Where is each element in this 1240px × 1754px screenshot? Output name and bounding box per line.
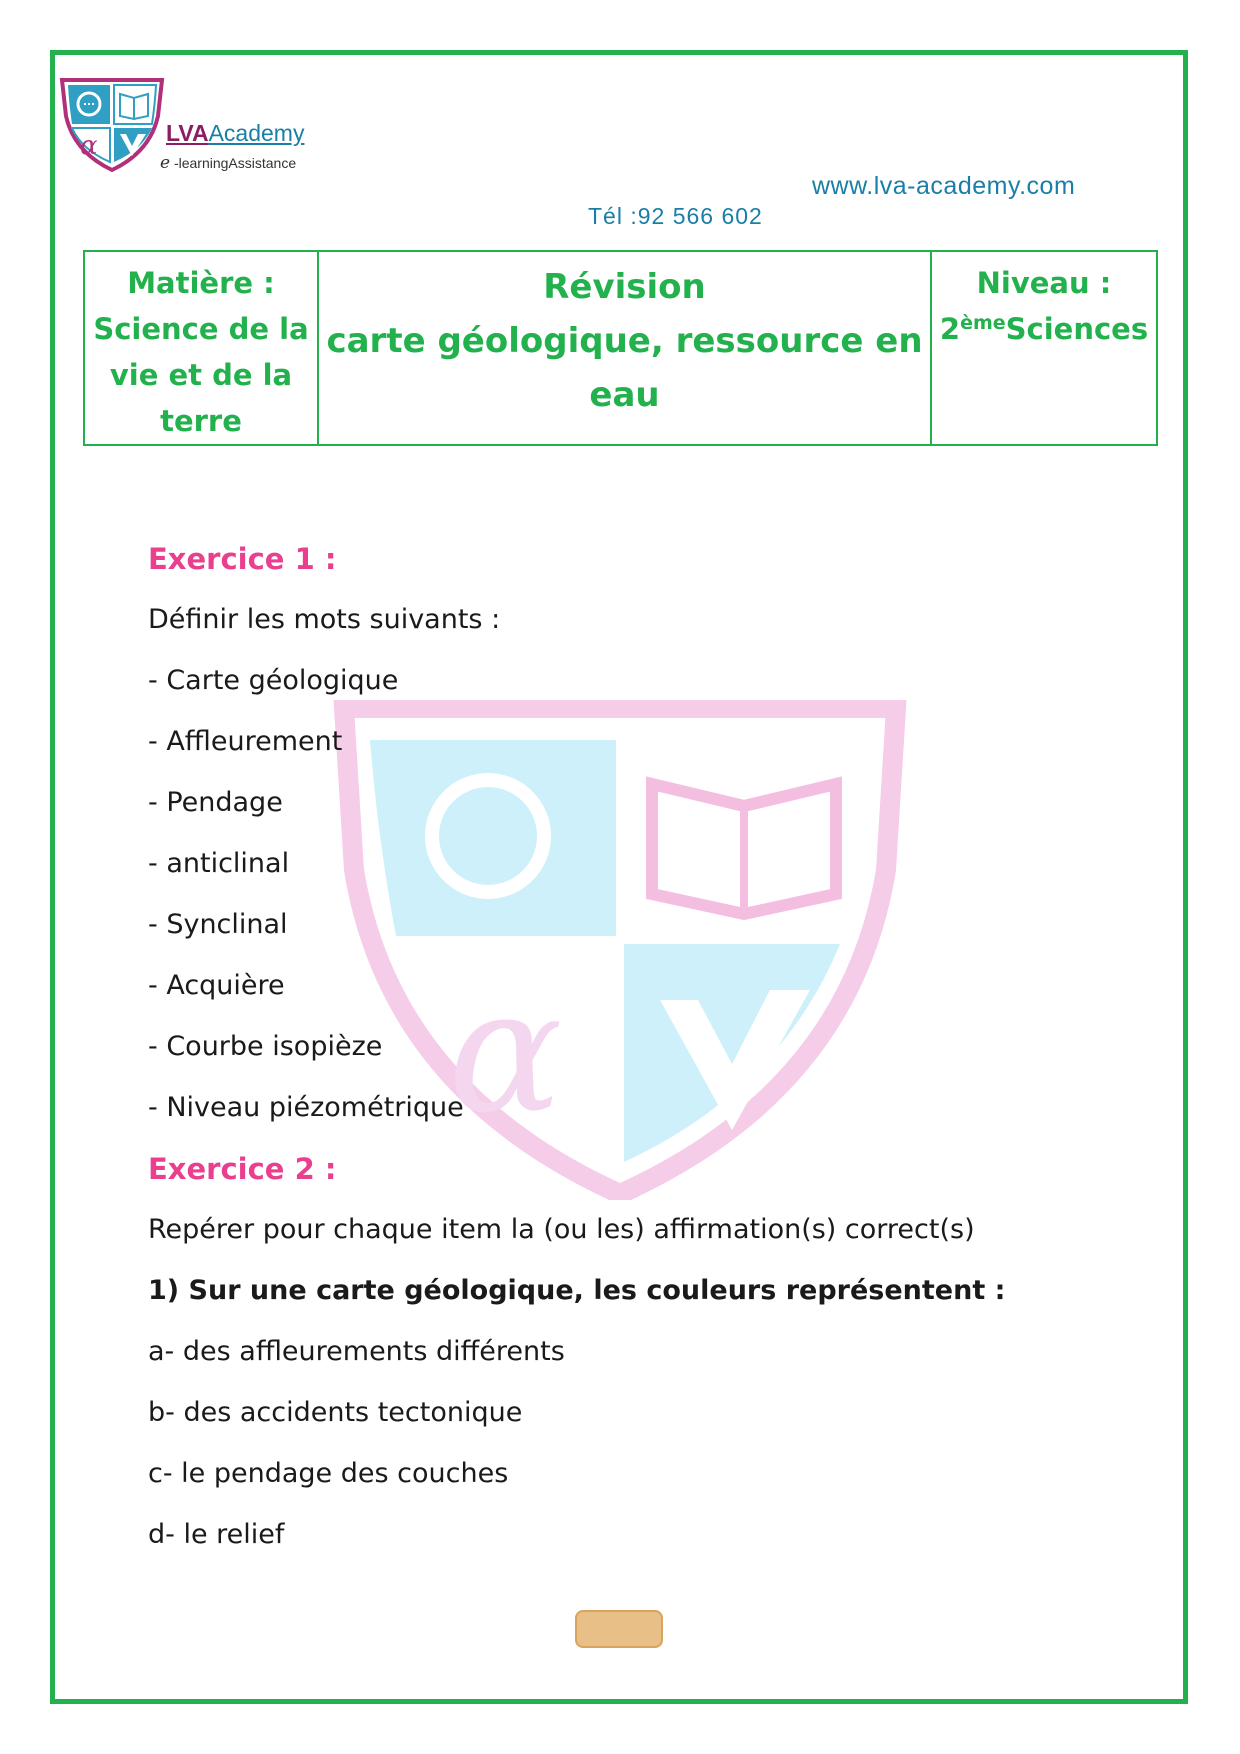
info-table bbox=[83, 250, 1158, 446]
term-item: - Affleurement bbox=[148, 726, 343, 757]
term-item: - Synclinal bbox=[148, 909, 288, 940]
lva-academy-shield-logo bbox=[58, 76, 166, 172]
exercise-1-title: Exercice 1 : bbox=[148, 542, 337, 576]
subject-cell: Matière : Science de la vie et de la terre bbox=[84, 251, 318, 445]
level-cell: Niveau : 2èmeSciences bbox=[931, 251, 1157, 445]
svg-text:α: α bbox=[448, 953, 563, 1151]
brand-name: LVAAcademy bbox=[166, 120, 305, 146]
website-link[interactable]: www.lva-academy.com bbox=[812, 172, 1076, 200]
exercise-1-instruction: Définir les mots suivants : bbox=[148, 604, 501, 635]
main-content bbox=[148, 535, 1088, 1572]
term-item: - Niveau piézométrique bbox=[148, 1092, 464, 1123]
answer-option: b- des accidents tectonique bbox=[148, 1397, 523, 1428]
exercise-2-instruction: Repérer pour chaque item la (ou les) affirmation(s) correct(s) bbox=[148, 1214, 975, 1245]
page-number-tab bbox=[575, 1610, 663, 1648]
question-1: 1) Sur une carte géologique, les couleurs représentent : bbox=[148, 1275, 1006, 1306]
answer-option: a- des affleurements différents bbox=[148, 1336, 565, 1367]
exercise-2-title: Exercice 2 : bbox=[148, 1152, 337, 1186]
term-item: - Carte géologique bbox=[148, 665, 399, 696]
term-item: - Courbe isopièze bbox=[148, 1031, 383, 1062]
answer-option: d- le relief bbox=[148, 1519, 285, 1550]
open-book-icon bbox=[120, 94, 148, 119]
term-item: - Acquière bbox=[148, 970, 285, 1001]
term-item: - Pendage bbox=[148, 787, 283, 818]
answer-option: c- le pendage des couches bbox=[148, 1458, 509, 1489]
page-title: Révision bbox=[543, 267, 706, 307]
alpha-icon: α bbox=[80, 131, 98, 161]
term-item: - anticlinal bbox=[148, 848, 290, 879]
title-cell: Révision carte géologique, ressource en eau bbox=[318, 251, 931, 445]
phone-number: Tél :92 566 602 bbox=[588, 203, 763, 229]
brand-tagline: e -learningAssistance bbox=[160, 153, 297, 173]
